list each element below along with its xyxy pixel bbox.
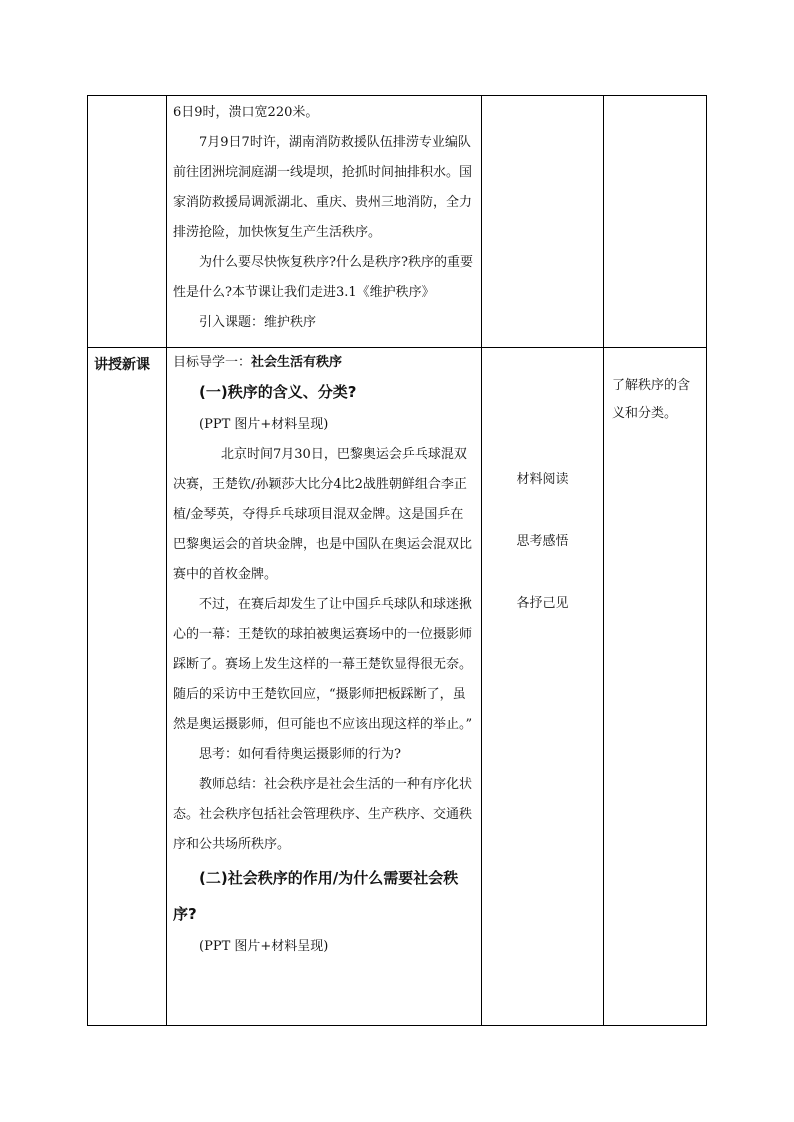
design-intent-cell (604, 348, 707, 1026)
material-paragraph: 不过，在赛后却发生了让中国乒乓球队和球迷揪心的一幕：王楚钦的球拍被奥运赛场中的一位摄影师踩断了。赛场上发生这样的一幕王楚钦显得很无奈。随后的采访中王楚钦回应，“摄影师把板踩断了，虽然是奥运摄影师，但可能也不应该出现这样的举止。” (173, 597, 473, 732)
goal-prefix: 目标导学一： (173, 355, 252, 370)
paragraph: 为什么要尽快恢复秩序?什么是秩序?秩序的重要性是什么?本节课让我们走进3.1《维护秩序》 (173, 255, 473, 300)
activity-item: 各抒己见 (516, 596, 569, 611)
design-intent-cell (604, 96, 707, 348)
heading-2: (二)社会秩序的作用/为什么需要社会秩序? (173, 869, 459, 923)
heading-1: (一)秩序的含义、分类? (199, 383, 357, 401)
stage-cell (88, 96, 167, 348)
paragraph: 7月9日7时许，湖南消防救援队伍排涝专业编队前往团洲垸洞庭湖一线堤坝，抢抓时间抽排积水。国家消防救援局调派湖北、重庆、贵州三地消防，全力排涝抢险，加快恢复生产生活秩序。 (173, 135, 473, 240)
table-row (88, 348, 707, 1026)
student-activity-cell (482, 348, 604, 1026)
goal-line (173, 352, 475, 374)
content-cell (167, 348, 482, 1026)
ppt-note: (PPT 图片+材料呈现) (199, 939, 329, 954)
goal-title: 社会生活有秩序 (251, 355, 343, 370)
student-activity-cell (482, 96, 604, 348)
lesson-plan-table (87, 95, 707, 1026)
ppt-note: (PPT 图片+材料呈现) (199, 417, 329, 432)
material-paragraph: 北京时间7月30日，巴黎奥运会乒乓球混双决赛，王楚钦/孙颖莎大比分4比2战胜朝鲜组合李正植/金琴英，夺得乒乓球项目混双金牌。这是国乒在巴黎奥运会的首块金牌，也是中国队在奥运会混双比赛中的首枚金牌。 (173, 447, 473, 582)
design-intent-text: 了解秩序的含义和分类。 (612, 378, 691, 421)
table-row (88, 96, 707, 348)
question: 思考：如何看待奥运摄影师的行为? (199, 747, 401, 762)
paragraph: 6日9时，溃口宽220米。 (173, 105, 319, 120)
section-label: 讲授新课 (94, 357, 150, 373)
stage-cell (88, 348, 167, 1026)
activity-item: 材料阅读 (516, 472, 569, 487)
activity-item: 思考感悟 (516, 534, 569, 549)
paragraph: 引入课题：维护秩序 (199, 315, 317, 330)
teacher-summary: 教师总结：社会秩序是社会生活的一种有序化状态。社会秩序包括社会管理秩序、生产秩序、交通秩序和公共场所秩序。 (173, 777, 473, 852)
content-cell (167, 96, 482, 348)
